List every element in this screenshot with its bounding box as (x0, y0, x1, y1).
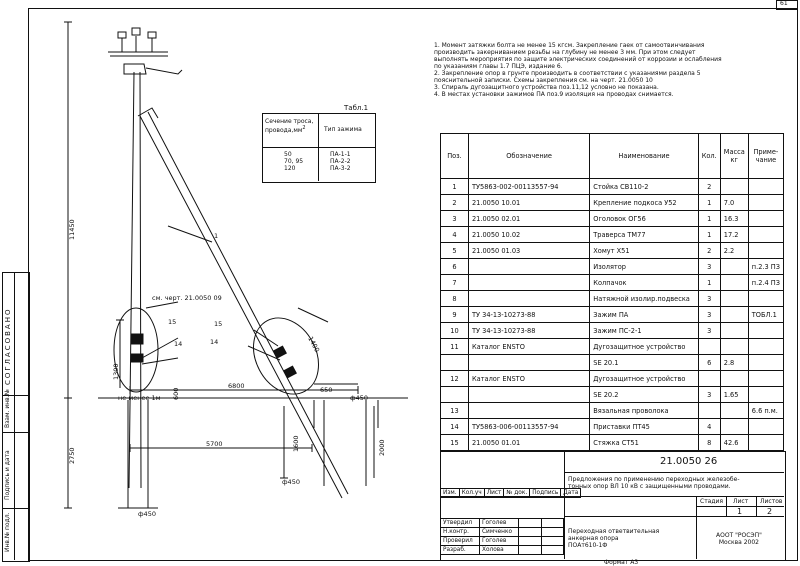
inv-sub-label: Взам. инв.№ (4, 389, 11, 428)
spec-pos: 2 (441, 195, 469, 211)
rev-col-date: Дата (561, 489, 581, 498)
pos-1: 1 (214, 232, 219, 240)
spec-mass (720, 259, 748, 275)
spec-mass: 1.65 (720, 387, 748, 403)
table1-header-section: Сечение троса, $провода,мм^2$ (265, 118, 314, 134)
spec-qty: 1 (698, 275, 720, 291)
col-mass: Масса кг (720, 134, 748, 179)
spec-mass (720, 403, 748, 419)
spec-row (441, 227, 784, 243)
signature-row (441, 537, 564, 546)
spec-pos: 3 (441, 211, 469, 227)
spec-row (441, 371, 784, 387)
format-label: Формат А3 (604, 559, 639, 566)
spec-note (748, 243, 783, 259)
spec-qty: 3 (698, 259, 720, 275)
col-note: Приме-чание (748, 134, 783, 179)
revision-table (440, 488, 581, 498)
spec-designation: 21.0050 02.01 (468, 211, 589, 227)
spec-designation: ТУ5863-002-00113557-94 (468, 179, 589, 195)
spec-qty (698, 339, 720, 355)
spec-pos: 1 (441, 179, 469, 195)
spec-name: Приставки ПТ45 (590, 419, 698, 435)
spec-name: Хомут Х51 (590, 243, 698, 259)
spec-name: Вязальная проволока (590, 403, 698, 419)
note-line: 3. Спираль дугозащитного устройства поз.11,12 условно не показана. (434, 84, 659, 91)
phi450-mid: ф450 (282, 478, 300, 486)
spec-note (748, 211, 783, 227)
spec-note (748, 227, 783, 243)
note-line: по указаниям главы 1.7 ПЦЭ, издание 6. (434, 63, 563, 70)
spec-pos: 9 (441, 307, 469, 323)
dim-2750: 2750 (68, 447, 76, 464)
sheet-number: 61 (780, 0, 788, 7)
spec-designation: ТУ5863-006-00113557-94 (468, 419, 589, 435)
dim-6800: 6800 (228, 382, 245, 390)
table1-clamps: ПА-1-1 ПА-2-2 ПА-3-2 (330, 151, 351, 172)
spec-note (748, 435, 783, 451)
signature-row (441, 519, 564, 528)
spec-row (441, 435, 784, 451)
spec-row (441, 179, 784, 195)
spec-qty: 3 (698, 307, 720, 323)
spec-designation: ТУ 34-13-10273-88 (468, 323, 589, 339)
signature-name: Симченко (480, 528, 519, 537)
spec-name: Зажим ПА (590, 307, 698, 323)
dim-650: 650 (320, 386, 333, 394)
spec-mass: 16.3 (720, 211, 748, 227)
spec-name: Стяжка СТ51 (590, 435, 698, 451)
spec-name: Дугозащитное устройство (590, 371, 698, 387)
spec-note (748, 323, 783, 339)
col-qty: Кол. (698, 134, 720, 179)
phi450-top: ф450 (350, 394, 368, 402)
spec-qty: 8 (698, 435, 720, 451)
spec-mass (720, 371, 748, 387)
pos-14b: 14 (210, 338, 219, 346)
spec-designation: Каталог ENSTO (468, 371, 589, 387)
spec-qty: 1 (698, 211, 720, 227)
spec-pos: 15 (441, 435, 469, 451)
agreed-label: СОГЛАСОВАНО (4, 307, 12, 385)
rev-col-list: Лист (484, 489, 504, 498)
spec-qty: 3 (698, 387, 720, 403)
spec-note (748, 179, 783, 195)
spec-mass: 2.2 (720, 243, 748, 259)
signature-date (541, 537, 564, 546)
spec-pos: 4 (441, 227, 469, 243)
spec-name: Оголовок ОГ56 (590, 211, 698, 227)
spec-designation (468, 403, 589, 419)
spec-designation: 21.0050 01.03 (468, 243, 589, 259)
spec-name: Дугозащитное устройство (590, 339, 698, 355)
spec-pos (441, 387, 469, 403)
signature-name: Гоголев (480, 519, 519, 528)
spec-name: SE 20.2 (590, 387, 698, 403)
spec-note (748, 291, 783, 307)
signature-sign (519, 528, 542, 537)
spec-designation: ТУ 34-13-10273-88 (468, 307, 589, 323)
spec-mass: 42.6 (720, 435, 748, 451)
dim-1300: 1300 (112, 363, 120, 380)
note-line: производить закерниванием резьбы на глубину не менее 3 мм. При этом следует (434, 49, 696, 56)
ref-label: см. черт. 21.0050 09 (152, 294, 222, 302)
spec-row (441, 403, 784, 419)
spec-row (441, 291, 784, 307)
signature-sign (519, 546, 542, 555)
spec-note: ТОБЛ.1 (748, 307, 783, 323)
spec-qty (698, 403, 720, 419)
rev-col-kol: Кол.уч (459, 489, 484, 498)
spec-row (441, 195, 784, 211)
spec-qty: 2 (698, 179, 720, 195)
spec-row (441, 323, 784, 339)
spec-mass: 17.2 (720, 227, 748, 243)
signature-row (441, 528, 564, 537)
inv-orig-label: Инв.№ подл. (4, 512, 11, 552)
spec-name: Изолятор (590, 259, 698, 275)
spec-mass: 7.0 (720, 195, 748, 211)
signature-role: Утвердил (441, 519, 480, 528)
spec-note: п.2.4 ПЗ (748, 275, 783, 291)
spec-row (441, 339, 784, 355)
note-line: 4. В местах установки зажимов ПА поз.9 изоляция на проводах снимается. (434, 91, 674, 98)
table1-sections: 50 70, 95 120 (284, 151, 304, 172)
spec-name: Натяжной изолир.подвеска (590, 291, 698, 307)
spec-pos (441, 355, 469, 371)
spec-mass: 2.8 (720, 355, 748, 371)
spec-name: Зажим ПС-2-1 (590, 323, 698, 339)
signature-name: Гоголев (480, 537, 519, 546)
spec-pos: 5 (441, 243, 469, 259)
signature-role: Проверил (441, 537, 480, 546)
spec-pos: 13 (441, 403, 469, 419)
signature-date (541, 528, 564, 537)
spec-row (441, 211, 784, 227)
signature-role: Разраб. (441, 546, 480, 555)
spec-qty: 2 (698, 243, 720, 259)
spec-mass (720, 275, 748, 291)
spec-qty: 4 (698, 419, 720, 435)
sheet-header: Лист (733, 498, 749, 505)
spec-mass (720, 291, 748, 307)
spec-qty (698, 371, 720, 387)
signature-date (541, 546, 564, 555)
spec-qty: 3 (698, 291, 720, 307)
spec-pos: 14 (441, 419, 469, 435)
spec-row (441, 387, 784, 403)
spec-pos: 10 (441, 323, 469, 339)
col-name: Наименование (590, 134, 698, 179)
note-line: пояснительной записки. Схемы закрепления см. на черт. 21.0050 10 (434, 77, 653, 84)
not-less-label: не менее 1м (118, 394, 161, 402)
dim-2000: 2000 (378, 439, 386, 456)
spec-pos: 6 (441, 259, 469, 275)
spec-note (748, 387, 783, 403)
spec-mass (720, 339, 748, 355)
spec-pos: 12 (441, 371, 469, 387)
spec-designation: Каталог ENSTO (468, 339, 589, 355)
dim-1400: 1400 (306, 335, 322, 354)
stage-header: Стадия (700, 498, 724, 505)
spec-pos: 8 (441, 291, 469, 307)
spec-note (748, 195, 783, 211)
spec-note: п.2.3 ПЗ (748, 259, 783, 275)
signatures-table (440, 518, 564, 555)
dim-1600: 1600 (292, 435, 300, 452)
rev-col-sign: Подпись (530, 489, 561, 498)
spec-designation (468, 387, 589, 403)
rev-col-doc: № док. (504, 489, 530, 498)
spec-row (441, 355, 784, 371)
spec-name: Колпачок (590, 275, 698, 291)
spec-name: Траверса ТМ77 (590, 227, 698, 243)
spec-table (440, 133, 784, 451)
phi450-bot: ф450 (138, 510, 156, 518)
doc-description: Предложения по применению переходных железобе- тонных опор ВЛ 10 кВ с защищенными проводами. (568, 476, 740, 490)
spec-row (441, 243, 784, 259)
spec-designation (468, 355, 589, 371)
spec-designation (468, 259, 589, 275)
pole-drawing (28, 8, 428, 560)
spec-pos: 7 (441, 275, 469, 291)
spec-row (441, 307, 784, 323)
sheets-value: 2 (767, 507, 773, 516)
spec-pos: 11 (441, 339, 469, 355)
spec-qty: 1 (698, 195, 720, 211)
note-line: 2. Закрепление опор в грунте производить в соответствии с указаниями раздела 5 (434, 70, 701, 77)
note-line: 1. Момент затяжки болта не менее 15 кгсм. Закрепление гаек от самоотвинчивания (434, 42, 705, 49)
spec-designation: 21.0050 01.01 (468, 435, 589, 451)
spec-name: Крепление подкоса У52 (590, 195, 698, 211)
spec-note (748, 371, 783, 387)
dim-600: 600 (172, 387, 180, 400)
table1-header-clamp: Тип зажима (324, 126, 362, 133)
signature-sign (519, 537, 542, 546)
pos-15b: 15 (214, 320, 223, 328)
signature-sign (519, 519, 542, 528)
spec-designation: 21.0050 10.02 (468, 227, 589, 243)
sheet-value: 1 (737, 507, 743, 516)
spec-qty: 3 (698, 323, 720, 339)
spec-row (441, 275, 784, 291)
pos-15a: 15 (168, 318, 177, 326)
spec-name: SE 20.1 (590, 355, 698, 371)
dim-11450: 11450 (68, 219, 76, 240)
spec-designation (468, 275, 589, 291)
spec-designation: 21.0050 10.01 (468, 195, 589, 211)
signature-date (541, 519, 564, 528)
pos-14a: 14 (174, 340, 183, 348)
doc-code: 21.0050 26 (660, 456, 718, 467)
note-line: выполнять мероприятия по защите электрических соединений от коррозии и ослабления (434, 56, 722, 63)
spec-mass (720, 323, 748, 339)
col-pos: Поз. (441, 134, 469, 179)
col-designation: Обозначение (468, 134, 589, 179)
signature-row (441, 546, 564, 555)
notes (434, 42, 784, 98)
spec-qty: 6 (698, 355, 720, 371)
spec-row (441, 259, 784, 275)
spec-mass (720, 419, 748, 435)
part-name: Переходная ответвительная анкерная опора ПОАт610-1Ф (568, 528, 660, 549)
dim-5700: 5700 (206, 440, 223, 448)
rev-col-izm: Изм. (441, 489, 460, 498)
table1-title: Табл.1 (344, 104, 369, 112)
sheets-header: Листов (760, 498, 783, 505)
spec-designation (468, 291, 589, 307)
spec-note (748, 419, 783, 435)
organization: АООТ "РОСЭП" Москва 2002 (716, 532, 762, 546)
spec-mass (720, 179, 748, 195)
signature-role: Н.контр. (441, 528, 480, 537)
spec-note: 6.6 п.м. (748, 403, 783, 419)
spec-row (441, 419, 784, 435)
spec-mass (720, 307, 748, 323)
spec-note (748, 355, 783, 371)
signature-name: Холова (480, 546, 519, 555)
spec-name: Стойка СВ110-2 (590, 179, 698, 195)
spec-note (748, 339, 783, 355)
sign-date-label: Подпись и дата (4, 450, 11, 500)
spec-qty: 1 (698, 227, 720, 243)
